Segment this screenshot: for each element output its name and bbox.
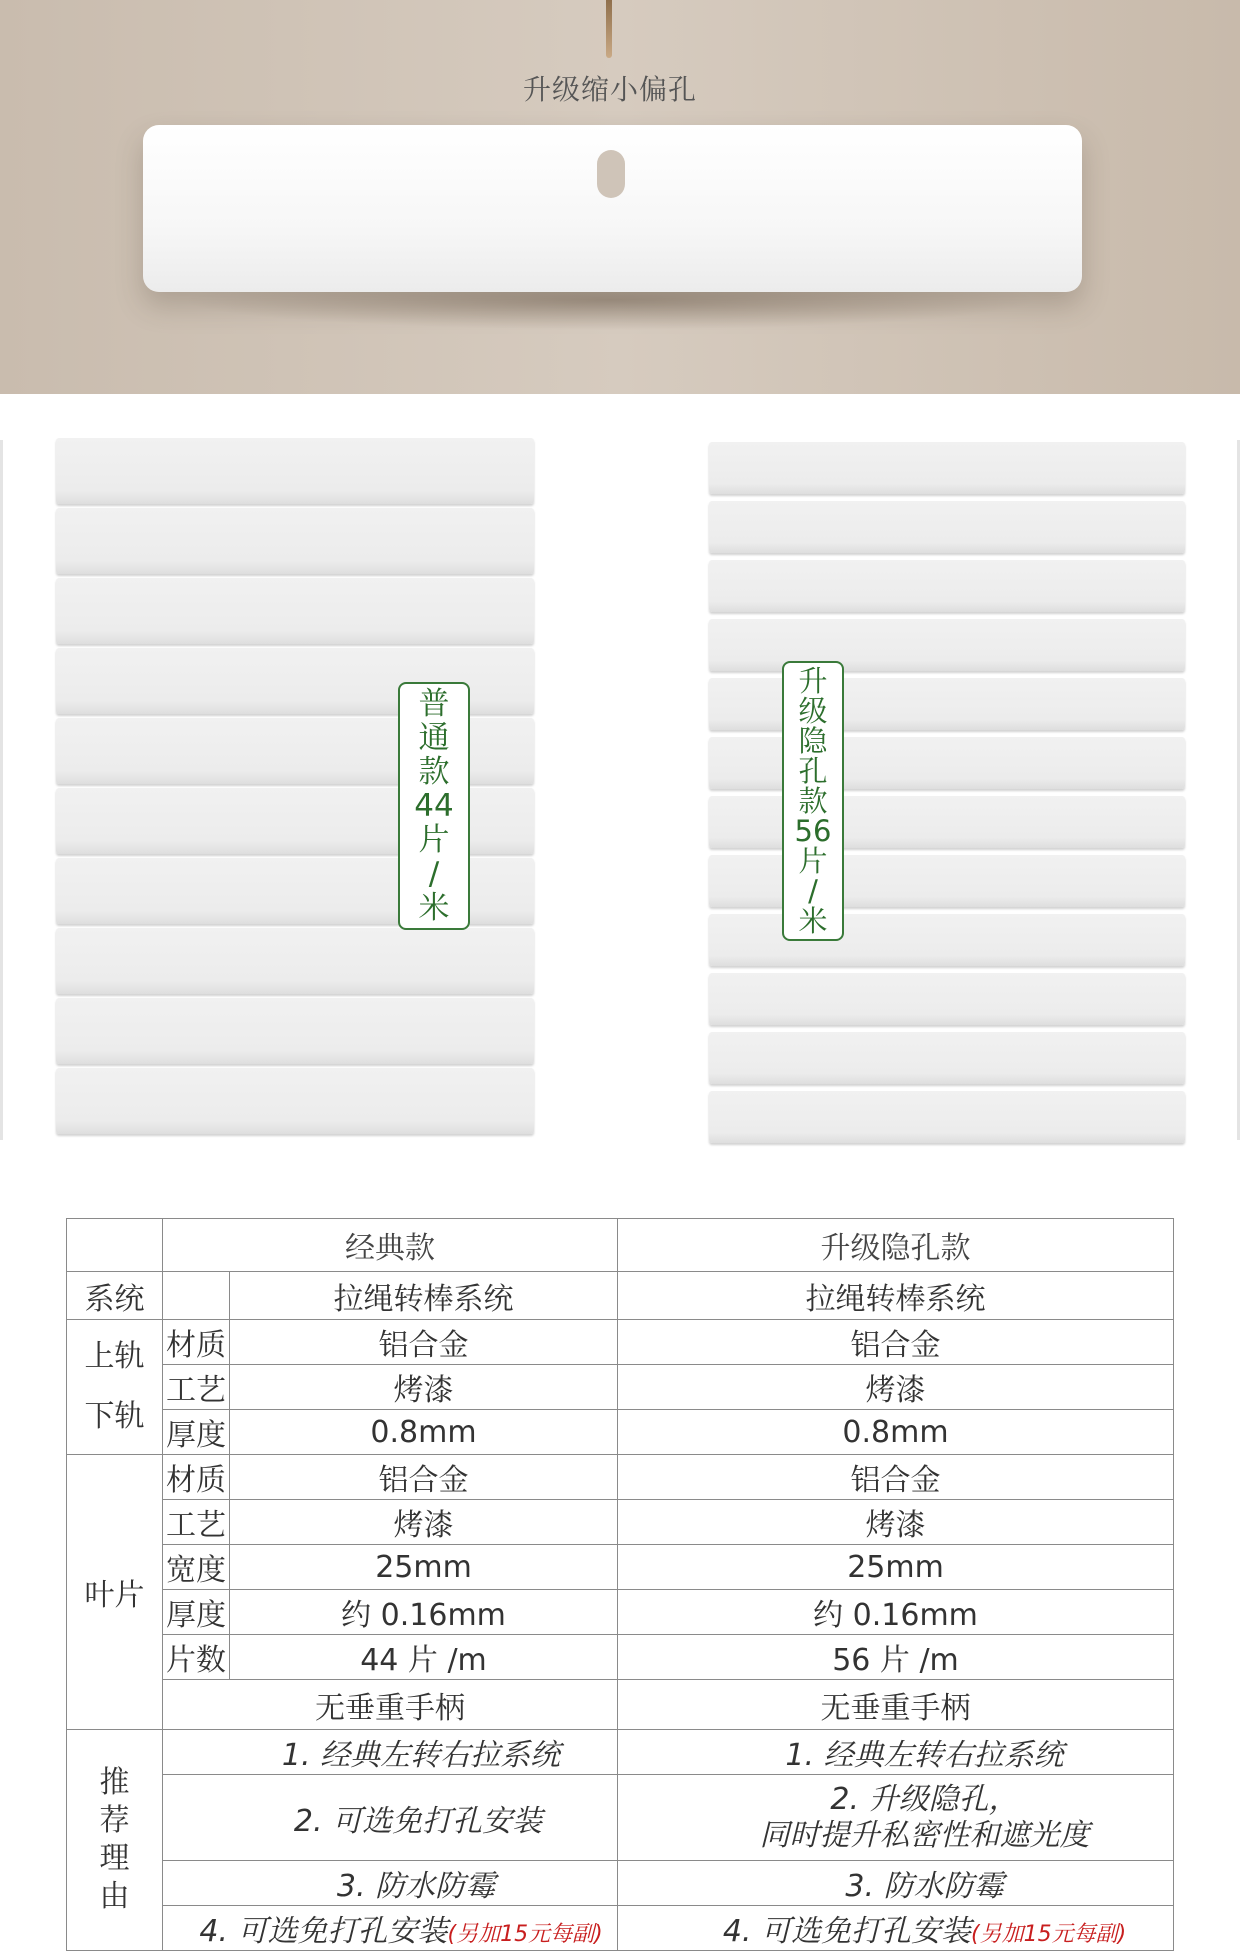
cell-classic-handle: 无垂重手柄 bbox=[163, 1680, 618, 1730]
label-char: 隐 bbox=[798, 724, 828, 758]
cell-classic: 0.8mm bbox=[230, 1410, 618, 1455]
label-char: 56 bbox=[794, 814, 832, 848]
reason-upgrade: 3. 防水防霉 bbox=[618, 1861, 1174, 1906]
reason-classic: 3. 防水防霉 bbox=[163, 1861, 618, 1906]
rail-hole bbox=[597, 150, 625, 198]
label-char: 款 bbox=[418, 754, 450, 790]
label-char: 级 bbox=[798, 694, 828, 728]
classic-density-label bbox=[398, 682, 470, 930]
reason-text: 4. 可选免打孔安装 bbox=[722, 1914, 971, 1949]
label-char: 片 bbox=[798, 844, 828, 878]
cell-classic: 拉绳转棒系统 bbox=[230, 1272, 618, 1320]
slat bbox=[709, 973, 1185, 1025]
table-corner bbox=[67, 1219, 163, 1272]
rail-label-top: 上轨 bbox=[84, 1339, 145, 1374]
slat bbox=[709, 501, 1185, 553]
label-char: 米 bbox=[418, 890, 450, 926]
reason-classic: 2. 可选免打孔安装 bbox=[163, 1775, 618, 1861]
slat bbox=[56, 578, 534, 644]
cell-upgrade: 铝合金 bbox=[618, 1320, 1174, 1365]
label-char: 款 bbox=[798, 784, 828, 818]
slat bbox=[709, 914, 1185, 966]
label-char: / bbox=[808, 874, 818, 908]
slat bbox=[56, 928, 534, 994]
top-banner bbox=[0, 0, 1240, 394]
cell-upgrade: 拉绳转棒系统 bbox=[618, 1272, 1174, 1320]
label-char: / bbox=[428, 856, 440, 892]
reason-upgrade-line: 2. 升级隐孔， bbox=[830, 1781, 1019, 1817]
row-label-rail bbox=[67, 1320, 163, 1455]
slat bbox=[709, 678, 1185, 730]
slat bbox=[709, 1032, 1185, 1084]
reason-upgrade-line: 同时提升私密性和遮光度 bbox=[759, 1817, 1090, 1853]
reason-classic: 1. 经典左转右拉系统 bbox=[163, 1730, 618, 1775]
sub-label: 工艺 bbox=[163, 1365, 230, 1410]
reason-label-char: 由 bbox=[99, 1879, 130, 1914]
label-char: 片 bbox=[418, 822, 450, 858]
empty-cell bbox=[163, 1272, 230, 1320]
cell-classic: 铝合金 bbox=[230, 1320, 618, 1365]
cell-classic: 烤漆 bbox=[230, 1365, 618, 1410]
pull-cord bbox=[606, 0, 612, 58]
label-char: 普 bbox=[418, 686, 450, 722]
comparison-table bbox=[66, 1218, 1174, 1951]
slat bbox=[709, 1091, 1185, 1143]
reason-upgrade bbox=[618, 1906, 1174, 1951]
cell-upgrade-handle: 无垂重手柄 bbox=[618, 1680, 1174, 1730]
slat bbox=[709, 855, 1185, 907]
cell-upgrade: 烤漆 bbox=[618, 1365, 1174, 1410]
reason-upgrade: 1. 经典左转右拉系统 bbox=[618, 1730, 1174, 1775]
reason-upgrade bbox=[618, 1775, 1174, 1861]
cell-classic: 烤漆 bbox=[230, 1500, 618, 1545]
cell-upgrade: 烤漆 bbox=[618, 1500, 1174, 1545]
reason-label-char: 荐 bbox=[99, 1803, 130, 1838]
header-upgrade: 升级隐孔款 bbox=[618, 1219, 1174, 1272]
row-label-slat: 叶片 bbox=[67, 1455, 163, 1730]
slat bbox=[56, 438, 534, 504]
sub-label: 工艺 bbox=[163, 1500, 230, 1545]
cell-upgrade: 56 片 /m bbox=[618, 1635, 1174, 1680]
reason-label-char: 理 bbox=[99, 1841, 130, 1876]
sub-label: 片数 bbox=[163, 1635, 230, 1680]
sub-label: 材质 bbox=[163, 1320, 230, 1365]
slat bbox=[56, 998, 534, 1064]
sub-label: 厚度 bbox=[163, 1410, 230, 1455]
slat bbox=[709, 560, 1185, 612]
cell-classic: 铝合金 bbox=[230, 1455, 618, 1500]
label-char: 米 bbox=[798, 904, 828, 938]
cell-upgrade: 0.8mm bbox=[618, 1410, 1174, 1455]
edge-line-left bbox=[0, 440, 3, 1140]
upgrade-slat-panel bbox=[709, 442, 1185, 1150]
header-classic: 经典款 bbox=[163, 1219, 618, 1272]
cell-classic: 约 0.16mm bbox=[230, 1590, 618, 1635]
top-caption: 升级缩小偏孔 bbox=[522, 73, 697, 106]
sub-label: 材质 bbox=[163, 1455, 230, 1500]
label-char: 通 bbox=[418, 720, 450, 756]
reason-classic bbox=[163, 1906, 618, 1951]
label-char: 升 bbox=[798, 664, 828, 698]
slat bbox=[709, 737, 1185, 789]
cell-classic: 25mm bbox=[230, 1545, 618, 1590]
cell-upgrade: 约 0.16mm bbox=[618, 1590, 1174, 1635]
sub-label: 宽度 bbox=[163, 1545, 230, 1590]
cell-upgrade: 铝合金 bbox=[618, 1455, 1174, 1500]
label-char: 44 bbox=[414, 788, 454, 824]
slat bbox=[56, 508, 534, 574]
slat bbox=[709, 619, 1185, 671]
reason-text: 4. 可选免打孔安装 bbox=[199, 1914, 448, 1949]
sub-label: 厚度 bbox=[163, 1590, 230, 1635]
row-label-system: 系统 bbox=[67, 1272, 163, 1320]
row-label-reasons bbox=[67, 1730, 163, 1951]
label-char: 孔 bbox=[798, 754, 828, 788]
slat bbox=[709, 796, 1185, 848]
slat bbox=[56, 1068, 534, 1134]
price-note: (另加15元每副) bbox=[447, 1922, 603, 1947]
price-note: (另加15元每副) bbox=[971, 1922, 1127, 1947]
rail-label-bottom: 下轨 bbox=[84, 1399, 145, 1434]
cell-classic: 44 片 /m bbox=[230, 1635, 618, 1680]
upgrade-density-label bbox=[782, 661, 844, 941]
cell-upgrade: 25mm bbox=[618, 1545, 1174, 1590]
slat bbox=[709, 442, 1185, 494]
reason-label-char: 推 bbox=[99, 1765, 130, 1800]
